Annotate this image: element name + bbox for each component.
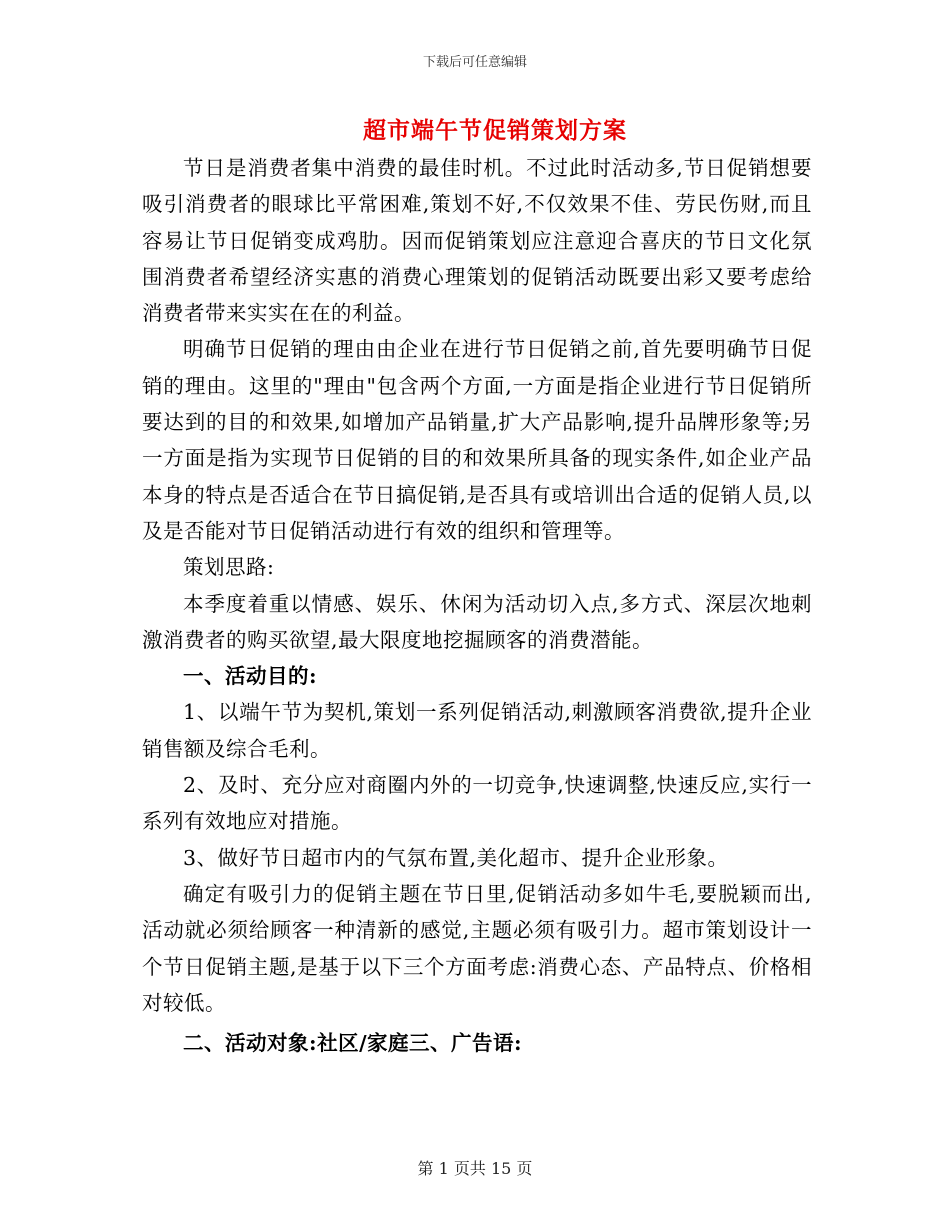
document-title: 超市端午节促销策划方案 — [363, 117, 627, 144]
goal-item-1: 1、以端午节为契机,策划一系列促销活动,刺激顾客消费欲,提升企业销售额及综合毛利。 — [142, 700, 812, 761]
header-note: 下载后可任意编辑 — [422, 55, 527, 70]
paragraph-intro: 节日是消费者集中消费的最佳时机。不过此时活动多,节日促销想要吸引消费者的眼球比平常困难,策划不好,不仅效果不佳、劳民伤财,而且容易让节日促销变成鸡肋。因而促销策划应注意迎合喜庆的节日文化氛围消费者希望经济实惠的消费心理策划的促销活动既要出彩又要考虑给消费者带来实实在在的利益。 — [142, 156, 812, 326]
paragraph-strategy-label: 策划思路: — [183, 555, 275, 580]
paragraph-reason: 明确节日促销的理由由企业在进行节日促销之前,首先要明确节日促销的理由。这里的"理由"包含两个方面,一方面是指企业进行节日促销所要达到的目的和效果,如增加产品销量,扩大产品影响,提升品牌形象等;另一方面是指为实现节日促销的目的和效果所具备的现实条件,如企业产品本身的特点是否适合在节日搞促销,是否具有或培训出合适的促销人员,以及是否能对节日促销活动进行有效的组织和管理等。 — [142, 337, 812, 543]
paragraph-theme: 确定有吸引力的促销主题在节日里,促销活动多如牛毛,要脱颖而出,活动就必须给顾客一种清新的感觉,主题必须有吸引力。超市策划设计一个节日促销主题,是基于以下三个方面考虑:消费心态、产品特点、价格相对较低。 — [142, 881, 812, 1015]
page-footer: 第 1 页共 15 页 — [417, 1159, 533, 1178]
paragraph-strategy: 本季度着重以情感、娱乐、休闲为活动切入点,多方式、深层次地刺激消费者的购买欲望,最大限度地挖掘顾客的消费潜能。 — [142, 591, 812, 652]
goal-item-3: 3、做好节日超市内的气氛布置,美化超市、提升企业形象。 — [183, 845, 729, 870]
section-heading-target: 二、活动对象:社区/家庭三、广告语: — [183, 1031, 523, 1056]
goal-item-2: 2、及时、充分应对商圈内外的一切竞争,快速调整,快速反应,实行一系列有效地应对措施。 — [142, 773, 812, 834]
document-body — [142, 150, 812, 1061]
section-heading-goals: 一、活动目的: — [183, 664, 318, 689]
